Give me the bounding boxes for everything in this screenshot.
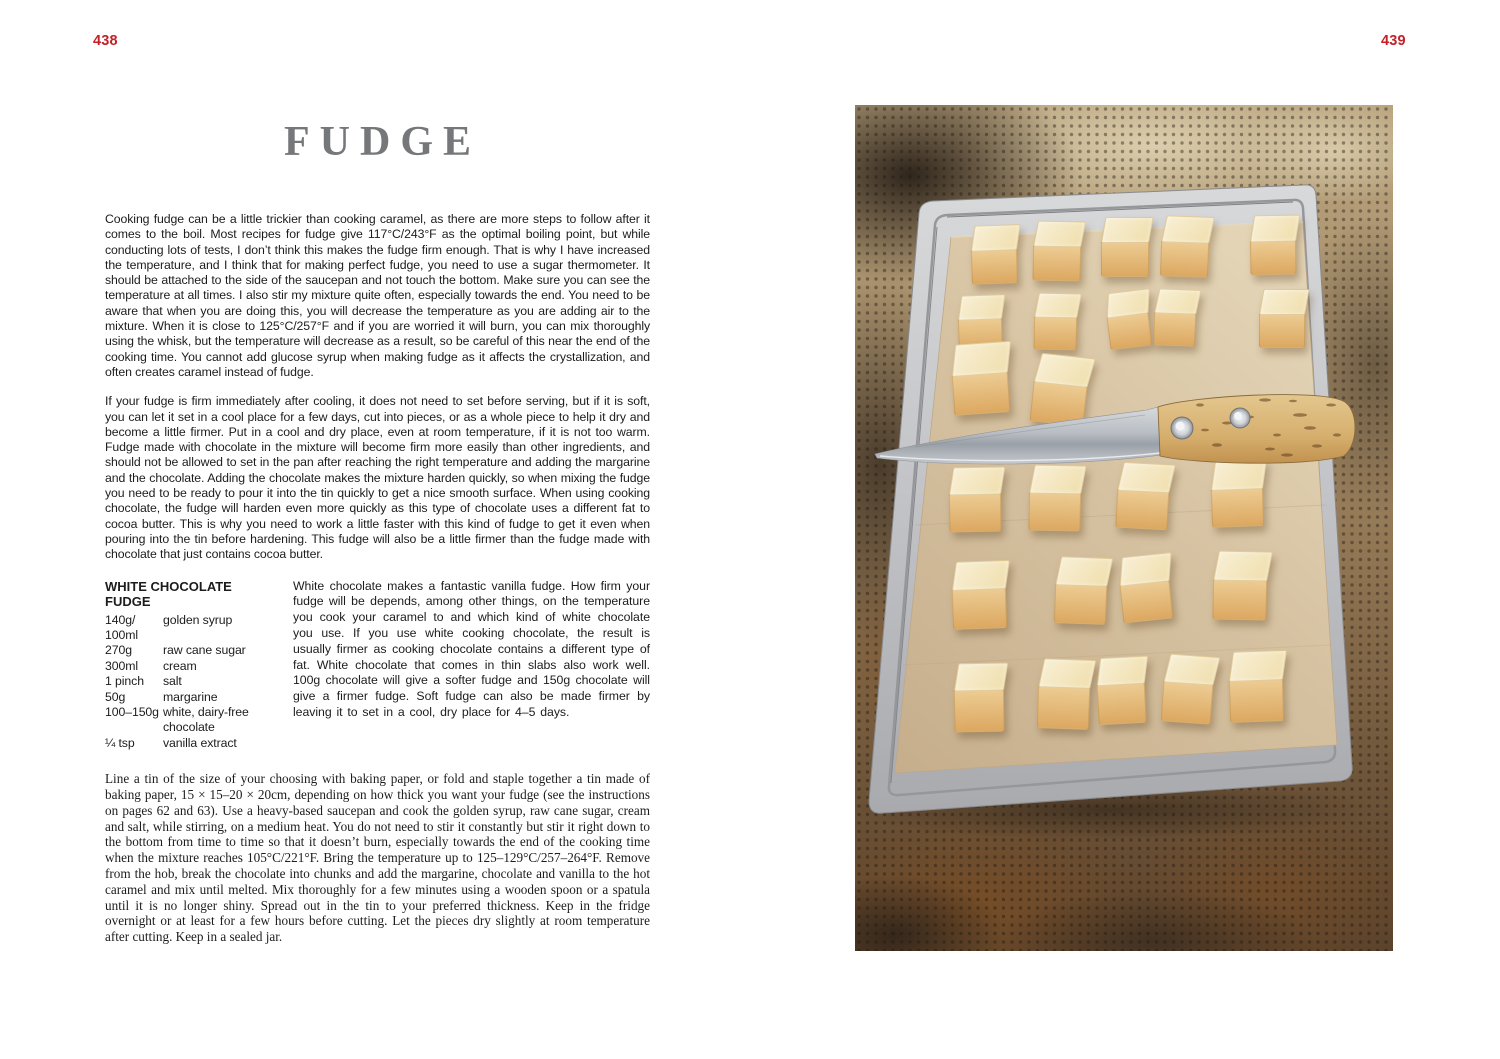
ingredient-name: vanilla extract (163, 735, 237, 750)
recipe-description: White chocolate makes a fantastic vanilla fudge. How firm your fudge will be depends, among other things, on the temperature you cook your caramel to and which kind of white chocolate you use. If you use white cooking chocolate, the result is usually firmer as cooking chocolate contains a different type of fat. White chocolate that comes in thin slabs also work well. 100g chocolate will give a softer fudge and 150g chocolate will give a firmer fudge. Soft fudge can also be made firmer by leaving it to set in a cool, dry place for 4–5 days. (293, 578, 650, 719)
ingredient-name: salt (163, 674, 182, 689)
ingredient-qty: 50g (105, 689, 126, 704)
ingredients-block (105, 579, 277, 752)
ingredient-name: white, dairy-free chocolate (163, 704, 249, 735)
page-number-right: 439 (1381, 33, 1406, 49)
ingredient-row (105, 674, 277, 689)
ingredient-row (105, 643, 277, 658)
ingredient-qty: 270g (105, 643, 132, 658)
ingredient-name: raw cane sugar (163, 643, 246, 658)
ingredient-qty: 140g/ 100ml (105, 612, 138, 642)
ingredient-row (105, 705, 277, 736)
fudge-photo (855, 105, 1393, 951)
ingredients-list (105, 613, 277, 752)
knife-blade (875, 407, 1162, 464)
ingredient-qty: 100–150g (105, 704, 159, 719)
ingredient-qty: ¼ tsp (105, 735, 135, 750)
intro-paragraph-1: Cooking fudge can be a little trickier than cooking caramel, as there are more steps to follow after it comes to the boil. Most recipes for fudge give 117°C/243°F as the optimal boiling point, but while conducting lots of tests, I don’t think this makes the fudge firm enough. That is why I have increased the temperature, and I think that for making perfect fudge, you need to use a sugar thermometer. It should be attached to the side of the saucepan and not touch the bottom. Make sure you can see the temperature at all times. I also stir my mixture quite often, especially towards the end. You need to be aware that when you are doing this, you will decrease the temperature as you are adding air to the mixture. When it is close to 125°C/257°F and if you are worried it will burn, you can mix thoroughly using the whisk, but the temperature will decrease as a result, so be careful of this near the end of the cooking time. You cannot add glucose syrup when making fudge as it affects the crystallization, and often creates caramel instead of fudge. (105, 212, 650, 379)
ingredient-name: margarine (163, 689, 218, 704)
page-number-left: 438 (93, 33, 118, 49)
intro-paragraph-2: If your fudge is firm immediately after cooling, it does not need to set before serving, but if it is soft, you can let it set in a cool place for a few days, cut into pieces, or as a whole piece to help it dry and become a little firmer. Put in a cool and dry place, even at room temperature, if it is not too warm. Fudge made with chocolate in the mixture will become firm more easily than other ingredients, and should not be allowed to set in the pan after reaching the right temperature and adding the margarine and the chocolate. Adding the chocolate makes the mixture harden quickly, so when mixing the fudge you need to be ready to pour it into the tin quickly to get a nice smooth surface. When using cooking chocolate, the fudge will harden even more quickly as this type of chocolate uses a different fat to cocoa butter. This is why you need to work a little faster with this kind of fudge to get it even when pouring into the tin before hardening. This fudge will also be a little firmer than the fudge made with chocolate that just contains cocoa butter. (105, 394, 650, 562)
recipe-section (105, 579, 650, 752)
ingredient-row (105, 659, 277, 674)
recipe-heading: WHITE CHOCOLATE FUDGE (105, 578, 232, 610)
ingredient-name: cream (163, 658, 197, 673)
ingredient-qty: 1 pinch (105, 674, 144, 689)
ingredient-row (105, 690, 277, 705)
ingredient-row (105, 613, 277, 644)
ingredient-row (105, 736, 277, 751)
knife (855, 105, 1393, 951)
method-paragraph: Line a tin of the size of your choosing with baking paper, or fold and staple together a tin made of baking paper, 15 × 15–20 × 20cm, depending on how thick you want your fudge (see the instructions on pages 62 and 63). Use a heavy-based saucepan and cook the golden syrup, raw cane sugar, cream and salt, while stirring, on a medium heat. You do not need to stir it constantly but stir it right down to the bottom from time to time so that it doesn’t burn, especially towards the end of the cooking time when the mixture reaches 105°C/221°F. Bring the temperature up to 125–129°C/257–264°F. Remove from the hob, break the chocolate into chunks and add the margarine, chocolate and vanilla to the hot caramel and mix until melted. Mix thoroughly for a few minutes using a wooden spoon or a spatula until it is no longer shiny. Spread out in the tin to your preferred thickness. Keep in the fridge overnight or at least for a few hours before cutting. Let the pieces dry slightly at room temperature after cutting. Keep in a sealed jar. (105, 771, 650, 945)
ingredient-qty: 300ml (105, 658, 138, 673)
chapter-title: FUDGE (284, 119, 481, 165)
ingredient-name: golden syrup (163, 612, 233, 627)
left-page (105, 0, 650, 945)
